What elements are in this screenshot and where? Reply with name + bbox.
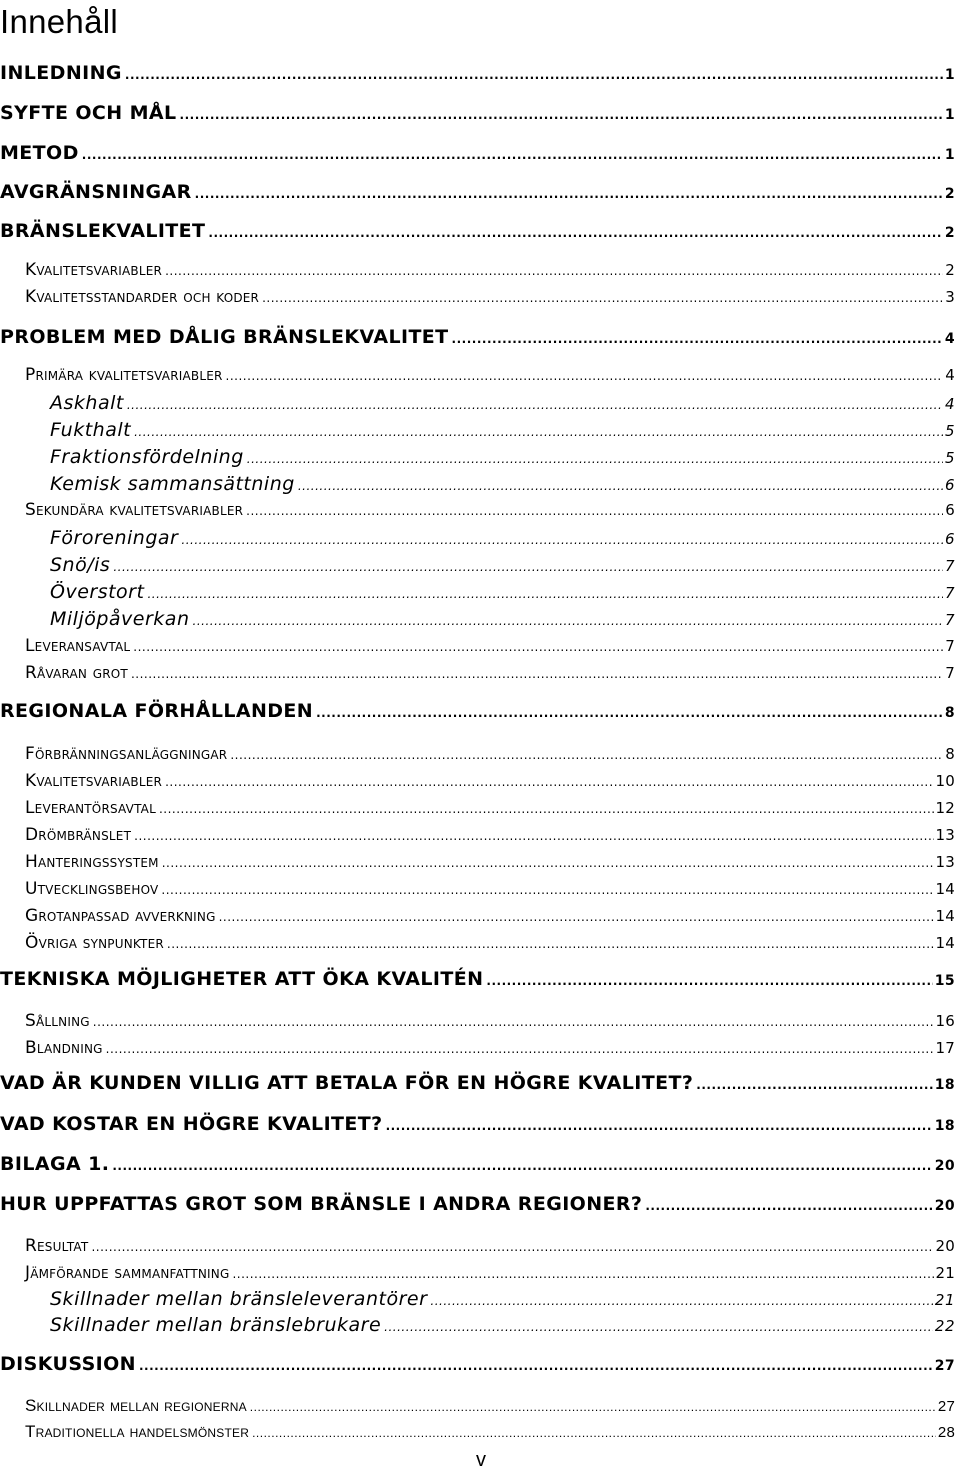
toc-entry[interactable] bbox=[0, 1422, 955, 1444]
toc-dot-leader bbox=[106, 1042, 934, 1056]
toc-dot-leader bbox=[247, 452, 943, 466]
toc-dot-leader bbox=[93, 1015, 934, 1029]
toc-entry[interactable] bbox=[0, 636, 955, 658]
toc-entry[interactable] bbox=[0, 608, 955, 632]
toc-entry-page: 21 bbox=[935, 1264, 955, 1282]
toc-entry-page: 6 bbox=[944, 476, 955, 494]
toc-dot-leader bbox=[82, 148, 943, 162]
toc-entry-page: 12 bbox=[935, 799, 955, 817]
toc-entry-page: 1 bbox=[944, 107, 955, 123]
toc-entry-label: METOD bbox=[0, 142, 79, 164]
toc-entry[interactable] bbox=[0, 527, 955, 551]
toc-entry-page: 17 bbox=[935, 1039, 955, 1057]
toc-entry[interactable] bbox=[0, 1396, 955, 1418]
toc-entry[interactable] bbox=[0, 1288, 955, 1312]
toc-entry[interactable] bbox=[0, 581, 955, 605]
toc-entry-page: 16 bbox=[935, 1012, 955, 1030]
toc-entry-label: Leveransavtal bbox=[25, 636, 131, 656]
toc-dot-leader bbox=[181, 533, 943, 547]
toc-entry-page: 2 bbox=[944, 186, 955, 202]
toc-entry-page: 27 bbox=[937, 1398, 955, 1415]
toc-dot-leader bbox=[167, 937, 934, 951]
toc-dot-leader bbox=[159, 802, 934, 816]
toc-entry-page: 7 bbox=[945, 637, 955, 655]
toc-dot-leader bbox=[131, 667, 943, 681]
toc-entry-label: Sekundära kvalitetsvariabler bbox=[25, 500, 244, 520]
toc-entry-label: HUR UPPFATTAS GROT SOM BRÄNSLE I ANDRA REGIONER? bbox=[0, 1193, 643, 1215]
toc-entry[interactable] bbox=[0, 1011, 955, 1033]
toc-entry-page: 4 bbox=[944, 331, 955, 347]
toc-dot-leader bbox=[230, 748, 943, 762]
toc-entry-page: 27 bbox=[934, 1358, 955, 1374]
toc-entry-page: 8 bbox=[944, 705, 955, 721]
toc-dot-leader bbox=[316, 706, 943, 720]
toc-dot-leader bbox=[195, 187, 943, 201]
toc-dot-leader bbox=[298, 479, 943, 493]
toc-entry[interactable] bbox=[0, 1236, 955, 1258]
toc-entry-page: 20 bbox=[935, 1237, 955, 1255]
toc-entry-label: Drömbränslet bbox=[25, 825, 132, 845]
toc-entry-page: 7 bbox=[944, 584, 955, 602]
toc-entry-label: AVGRÄNSNINGAR bbox=[0, 181, 192, 203]
toc-entry-page: 14 bbox=[935, 907, 955, 925]
toc-entry[interactable] bbox=[0, 473, 955, 497]
toc-entry[interactable] bbox=[0, 102, 955, 128]
toc-dot-leader bbox=[193, 614, 943, 628]
toc-entry-label: Föroreningar bbox=[50, 527, 179, 549]
toc-entry-label: Utvecklingsbehov bbox=[25, 879, 159, 899]
toc-entry[interactable] bbox=[0, 220, 955, 246]
toc-dot-leader bbox=[250, 1400, 936, 1414]
toc-entry-label: Fraktionsfördelning bbox=[50, 446, 244, 468]
toc-entry-page: 2 bbox=[944, 225, 955, 241]
toc-dot-leader bbox=[226, 369, 944, 383]
toc-entry-page: 1 bbox=[944, 147, 955, 163]
toc-entry-page: 8 bbox=[945, 745, 955, 763]
toc-entry[interactable] bbox=[0, 287, 955, 309]
toc-entry-label: Sållning bbox=[25, 1011, 90, 1031]
toc-entry-label: VAD KOSTAR EN HÖGRE KVALITET? bbox=[0, 1113, 383, 1135]
toc-entry[interactable] bbox=[0, 62, 955, 88]
toc-entry[interactable] bbox=[0, 700, 955, 726]
toc-entry[interactable] bbox=[0, 500, 955, 522]
toc-entry-page: 6 bbox=[944, 530, 955, 548]
toc-entry-page: 18 bbox=[934, 1077, 955, 1093]
toc-entry-label: Fukthalt bbox=[50, 419, 132, 441]
toc-entry[interactable] bbox=[0, 906, 955, 928]
toc-entry-page: 7 bbox=[945, 664, 955, 682]
toc-entry-page: 13 bbox=[935, 826, 955, 844]
toc-dot-leader bbox=[147, 587, 943, 601]
toc-dot-leader bbox=[252, 1426, 936, 1440]
toc-entry[interactable] bbox=[0, 1353, 955, 1379]
toc-dot-leader bbox=[127, 398, 943, 412]
toc-dot-leader bbox=[645, 1199, 932, 1213]
toc-entry-label: Jämförande sammanfattning bbox=[25, 1263, 230, 1283]
toc-entry-label: Snö/is bbox=[50, 554, 111, 576]
toc-entry-page: 7 bbox=[944, 611, 955, 629]
toc-entry-page: 22 bbox=[934, 1317, 955, 1335]
toc-entry-label: Kemisk sammansättning bbox=[50, 473, 295, 495]
page-number: v bbox=[476, 1449, 486, 1471]
toc-dot-leader bbox=[262, 291, 943, 305]
toc-dot-leader bbox=[112, 1159, 932, 1173]
toc-dot-leader bbox=[208, 226, 942, 240]
toc-entry-label: BRÄNSLEKVALITET bbox=[0, 220, 206, 242]
toc-entry-label: INLEDNING bbox=[0, 62, 122, 84]
toc-entry-label: TEKNISKA MÖJLIGHETER ATT ÖKA KVALITÉN bbox=[0, 968, 484, 990]
toc-entry[interactable] bbox=[0, 181, 955, 207]
toc-title: Innehåll bbox=[0, 3, 118, 40]
toc-entry-label: REGIONALA FÖRHÅLLANDEN bbox=[0, 700, 314, 722]
toc-entry-label: Förbränningsanläggningar bbox=[25, 744, 228, 764]
toc-dot-leader bbox=[134, 425, 943, 439]
toc-entry-page: 1 bbox=[944, 67, 955, 83]
toc-entry-page: 6 bbox=[945, 501, 955, 519]
toc-entry-label: Överstort bbox=[50, 581, 145, 603]
toc-entry-label: Askhalt bbox=[50, 392, 124, 414]
toc-entry-page: 4 bbox=[944, 395, 955, 413]
toc-dot-leader bbox=[162, 856, 934, 870]
toc-entry[interactable] bbox=[0, 1263, 955, 1285]
toc-dot-leader bbox=[386, 1119, 933, 1133]
toc-entry-page: 13 bbox=[935, 853, 955, 871]
toc-dot-leader bbox=[139, 1359, 933, 1373]
toc-entry-page: 21 bbox=[934, 1291, 955, 1309]
toc-entry-page: 20 bbox=[934, 1198, 955, 1214]
toc-dot-leader bbox=[125, 68, 943, 82]
toc-entry-label: Grotanpassad avverkning bbox=[25, 906, 216, 926]
toc-entry[interactable] bbox=[0, 968, 955, 994]
toc-entry-label: DISKUSSION bbox=[0, 1353, 136, 1375]
toc-entry[interactable] bbox=[0, 392, 955, 416]
toc-entry[interactable] bbox=[0, 260, 955, 282]
toc-dot-leader bbox=[134, 829, 933, 843]
toc-entry[interactable] bbox=[0, 1038, 955, 1060]
toc-entry-label: PROBLEM MED DÅLIG BRÄNSLEKVALITET bbox=[0, 326, 449, 348]
toc-entry-label: Skillnader mellan bränsleleverantörer bbox=[50, 1288, 428, 1310]
toc-entry-label: Traditionella handelsmönster bbox=[25, 1422, 250, 1441]
toc-entry-label: Övriga synpunkter bbox=[25, 933, 164, 953]
toc-entry[interactable] bbox=[0, 1193, 955, 1219]
toc-entry[interactable] bbox=[0, 879, 955, 901]
toc-dot-leader bbox=[384, 1320, 933, 1334]
toc-entry[interactable] bbox=[0, 771, 955, 793]
toc-entry-label: Leverantörsavtal bbox=[25, 798, 156, 818]
toc-entry-label: Kvalitetsvariabler bbox=[25, 771, 163, 791]
toc-dot-leader bbox=[219, 910, 934, 924]
toc-dot-leader bbox=[165, 264, 943, 278]
toc-entry[interactable] bbox=[0, 1153, 955, 1179]
toc-entry-page: 5 bbox=[944, 449, 955, 467]
toc-entry-label: VAD ÄR KUNDEN VILLIG ATT BETALA FÖR EN HÖGRE KVALITET? bbox=[0, 1072, 694, 1094]
toc-entry-label: Kvalitetsstandarder och koder bbox=[25, 287, 260, 307]
toc-entry-page: 18 bbox=[934, 1118, 955, 1134]
toc-entry[interactable] bbox=[0, 142, 955, 168]
toc-entry-page: 5 bbox=[944, 422, 955, 440]
toc-entry[interactable] bbox=[0, 798, 955, 820]
toc-entry[interactable] bbox=[0, 554, 955, 578]
toc-entry-page: 28 bbox=[937, 1424, 955, 1441]
toc-dot-leader bbox=[180, 108, 943, 122]
toc-entry-page: 14 bbox=[935, 880, 955, 898]
toc-entry-label: Hanteringssystem bbox=[25, 852, 159, 872]
toc-entry-label: Skillnader mellan bränslebrukare bbox=[50, 1314, 382, 1336]
toc-entry-page: 15 bbox=[934, 973, 955, 989]
toc-dot-leader bbox=[133, 640, 943, 654]
toc-dot-leader bbox=[452, 332, 943, 346]
toc-entry[interactable] bbox=[0, 744, 955, 766]
toc-entry-page: 14 bbox=[935, 934, 955, 952]
toc-entry-page: 3 bbox=[945, 288, 955, 306]
toc-entry[interactable] bbox=[0, 1072, 955, 1098]
toc-entry[interactable] bbox=[0, 933, 955, 955]
toc-entry-label: Skillnader mellan regionerna bbox=[25, 1396, 247, 1415]
toc-entry[interactable] bbox=[0, 663, 955, 685]
toc-entry[interactable] bbox=[0, 1314, 955, 1338]
toc-entry[interactable] bbox=[0, 852, 955, 874]
toc-dot-leader bbox=[91, 1240, 933, 1254]
toc-entry-page: 7 bbox=[944, 557, 955, 575]
toc-entry-label: Resultat bbox=[25, 1236, 89, 1256]
toc-dot-leader bbox=[430, 1294, 933, 1308]
toc-entry-page: 20 bbox=[934, 1158, 955, 1174]
toc-entry[interactable] bbox=[0, 419, 955, 443]
toc-entry[interactable] bbox=[0, 446, 955, 470]
toc-entry-label: BILAGA 1. bbox=[0, 1153, 110, 1175]
toc-entry-page: 10 bbox=[935, 772, 955, 790]
toc-entry[interactable] bbox=[0, 326, 955, 352]
toc-entry[interactable] bbox=[0, 1113, 955, 1139]
toc-dot-leader bbox=[232, 1267, 933, 1281]
toc-dot-leader bbox=[246, 504, 943, 518]
toc-entry[interactable] bbox=[0, 825, 955, 847]
toc-entry-label: Kvalitetsvariabler bbox=[25, 260, 163, 280]
toc-entry-label: Miljöpåverkan bbox=[50, 608, 190, 630]
toc-entry-label: Primära kvalitetsvariabler bbox=[25, 365, 223, 385]
toc-dot-leader bbox=[165, 775, 933, 789]
toc-dot-leader bbox=[161, 883, 933, 897]
toc-entry[interactable] bbox=[0, 365, 955, 387]
toc-entry-page: 4 bbox=[945, 366, 955, 384]
toc-entry-label: SYFTE OCH MÅL bbox=[0, 102, 177, 124]
toc-dot-leader bbox=[486, 974, 932, 988]
toc-entry-page: 2 bbox=[945, 261, 955, 279]
toc-entry-label: Blandning bbox=[25, 1038, 103, 1058]
toc-dot-leader bbox=[113, 560, 943, 574]
toc-entry-label: Råvaran grot bbox=[25, 663, 128, 683]
toc-dot-leader bbox=[696, 1078, 932, 1092]
